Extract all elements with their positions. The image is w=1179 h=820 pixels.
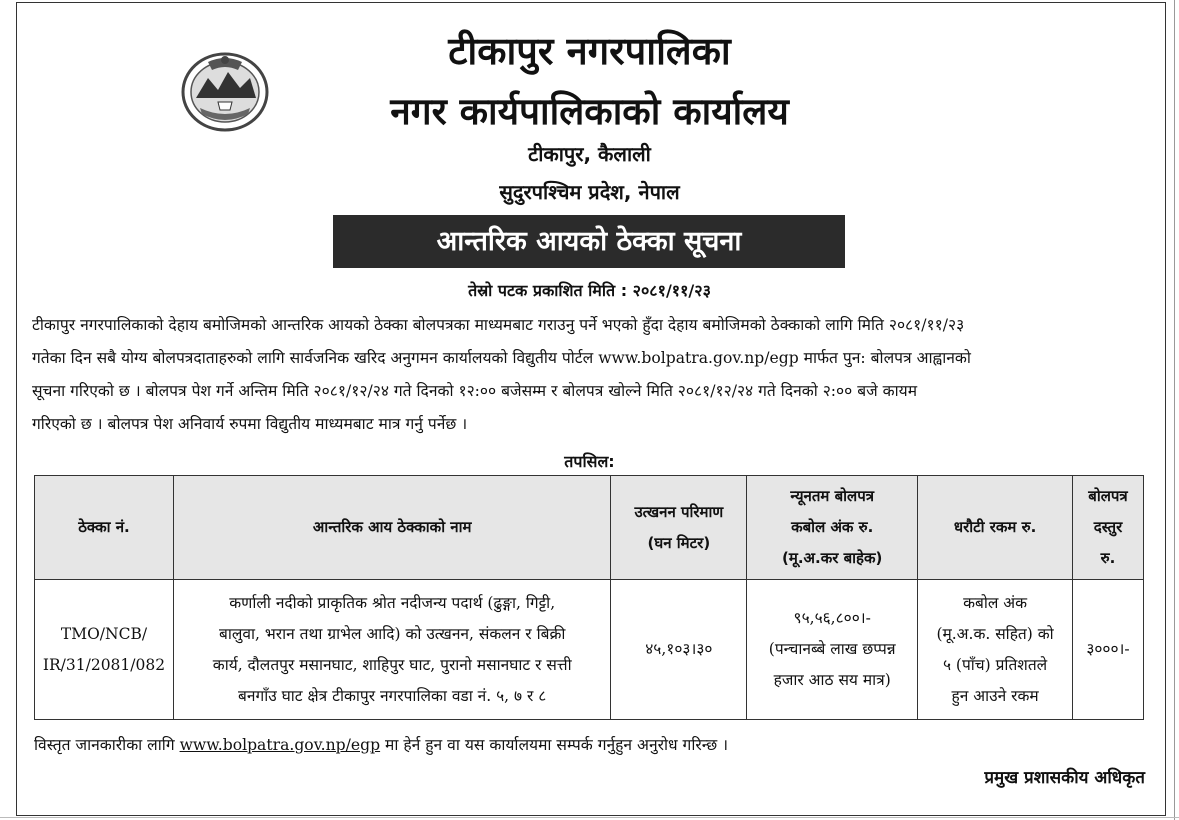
header-quantity bbox=[611, 476, 747, 580]
office-province: सुदुरपश्चिम प्रदेश, नेपाल bbox=[499, 180, 680, 204]
cell-quantity bbox=[611, 580, 747, 720]
quantity-value: ४५,१०३।३० bbox=[645, 640, 713, 658]
header-quantity-line1: उत्खनन परिमाण bbox=[634, 502, 724, 521]
contract-name-line4: बनगाँउ घाट क्षेत्र टीकापुर नगरपालिका वडा नं. ५, ७ र ८ bbox=[238, 686, 547, 705]
cell-deposit bbox=[918, 580, 1073, 720]
signatory-title: प्रमुख प्रशासकीय अधिकृत bbox=[984, 768, 1145, 788]
header-min-bid bbox=[747, 476, 918, 580]
deposit-line3: ५ (पाँच) प्रतिशतले bbox=[942, 655, 1048, 674]
contract-table bbox=[34, 475, 1144, 720]
header-min-bid-line1: न्यूनतम बोलपत्र bbox=[790, 487, 875, 505]
contract-no-line2: IR/31/2081/082 bbox=[42, 655, 166, 674]
table-row bbox=[35, 580, 1144, 720]
footer-suffix: मा हेर्न हुन वा यस कार्यालयमा सम्पर्क गर्नुहुन अनुरोध गरिन्छ । bbox=[380, 736, 729, 754]
table-header-row bbox=[35, 476, 1144, 580]
contract-name-line3: कार्य, दौलतपुर मसानघाट, शाहिपुर घाट, पुरानो मसानघाट र सत्ती bbox=[212, 655, 572, 674]
min-bid-line3: हजार आठ सय मात्र) bbox=[773, 671, 891, 689]
footer-note bbox=[34, 733, 728, 755]
notice-body-line: सूचना गरिएको छ । बोलपत्र पेश गर्ने अन्तिम मिति २०८१/१२/२४ गते दिनको १२:०० बजेसम्म र बोलपत्र खोल्ने मिति २०८१/१२/२४ गते दिनको २:०० बजे कायम bbox=[32, 382, 918, 400]
footer-prefix: विस्तृत जानकारीका लागि bbox=[34, 736, 180, 754]
header-min-bid-line2: कबोल अंक रु. bbox=[791, 518, 874, 536]
header-contract-name-text: आन्तरिक आय ठेक्काको नाम bbox=[312, 518, 472, 536]
page-edge-bottom bbox=[0, 817, 1179, 818]
notice-body bbox=[32, 309, 1152, 441]
office-name: नगर कार्यपालिकाको कार्यालय bbox=[390, 90, 789, 133]
contract-name-line1: कर्णाली नदीको प्राकृतिक श्रोत नदीजन्य पदार्थ (ढुङ्गा, गिट्टी, bbox=[229, 593, 556, 612]
header-min-bid-line3: (मू.अ.कर बाहेक) bbox=[782, 549, 883, 567]
header-contract-no-text: ठेक्का नं. bbox=[78, 518, 130, 536]
header-contract-name bbox=[173, 476, 610, 580]
fee-value: ३०००।- bbox=[1086, 640, 1130, 658]
notice-body-line: गरिएको छ । बोलपत्र पेश अनिवार्य रुपमा विद्युतीय माध्यमबाट मात्र गर्नु पर्नेछ । bbox=[32, 415, 468, 433]
min-bid-line2: (पन्चानब्बे लाख छप्पन्न bbox=[768, 640, 896, 658]
municipality-name: टीकापुर नगरपालिका bbox=[448, 29, 731, 73]
header-contract-no bbox=[35, 476, 174, 580]
cell-contract-no bbox=[35, 580, 174, 720]
notice-title-banner: आन्तरिक आयको ठेक्का सूचना bbox=[333, 215, 845, 268]
cell-fee bbox=[1072, 580, 1143, 720]
header-deposit bbox=[918, 476, 1073, 580]
cell-contract-name bbox=[173, 580, 610, 720]
publish-date: तेस्रो पटक प्रकाशित मिति : २०८१/११/२३ bbox=[468, 281, 711, 300]
egp-link[interactable]: www.bolpatra.gov.np/egp bbox=[179, 736, 381, 754]
header-quantity-line2: (घन मिटर) bbox=[647, 533, 711, 552]
deposit-line4: हुन आउने रकम bbox=[951, 686, 1039, 705]
header-fee-line2: दस्तुर bbox=[1093, 518, 1123, 536]
min-bid-line1: ९५,५६,८००।- bbox=[793, 609, 871, 627]
header-fee-line3: रु. bbox=[1100, 549, 1116, 567]
deposit-line1: कबोल अंक bbox=[963, 593, 1028, 612]
notice-body-line: टीकापुर नगरपालिकाको देहाय बमोजिमको आन्तरिक आयको ठेक्का बोलपत्रका माध्यमबाट गराउनु पर्ने भएको हुँदा देहाय बमोजिमको ठेक्काको लागि मिति २०८१/११/२३ bbox=[32, 316, 965, 334]
details-label: तपसिल: bbox=[564, 452, 615, 471]
header-deposit-text: धरौटी रकम रु. bbox=[953, 518, 1037, 536]
deposit-line2: (मू.अ.क. सहित) को bbox=[936, 624, 1054, 643]
office-location: टीकापुर, कैलाली bbox=[528, 142, 651, 166]
cell-min-bid bbox=[747, 580, 918, 720]
notice-body-line: गतेका दिन सबै योग्य बोलपत्रदाताहरुको लागि सार्वजनिक खरिद अनुगमन कार्यालयको विद्युतीय पोर्टल www.bolpatra.gov.np/egp मार्फत पुन: बोलपत्र आह्वानको bbox=[32, 349, 971, 367]
contract-no-line1: TMO/NCB/ bbox=[60, 624, 148, 643]
contract-name-line2: बालुवा, भरान तथा ग्राभेल आदि) को उत्खनन, संकलन र बिक्री bbox=[219, 624, 566, 643]
header-fee-line1: बोलपत्र bbox=[1088, 487, 1128, 505]
header-fee bbox=[1072, 476, 1143, 580]
